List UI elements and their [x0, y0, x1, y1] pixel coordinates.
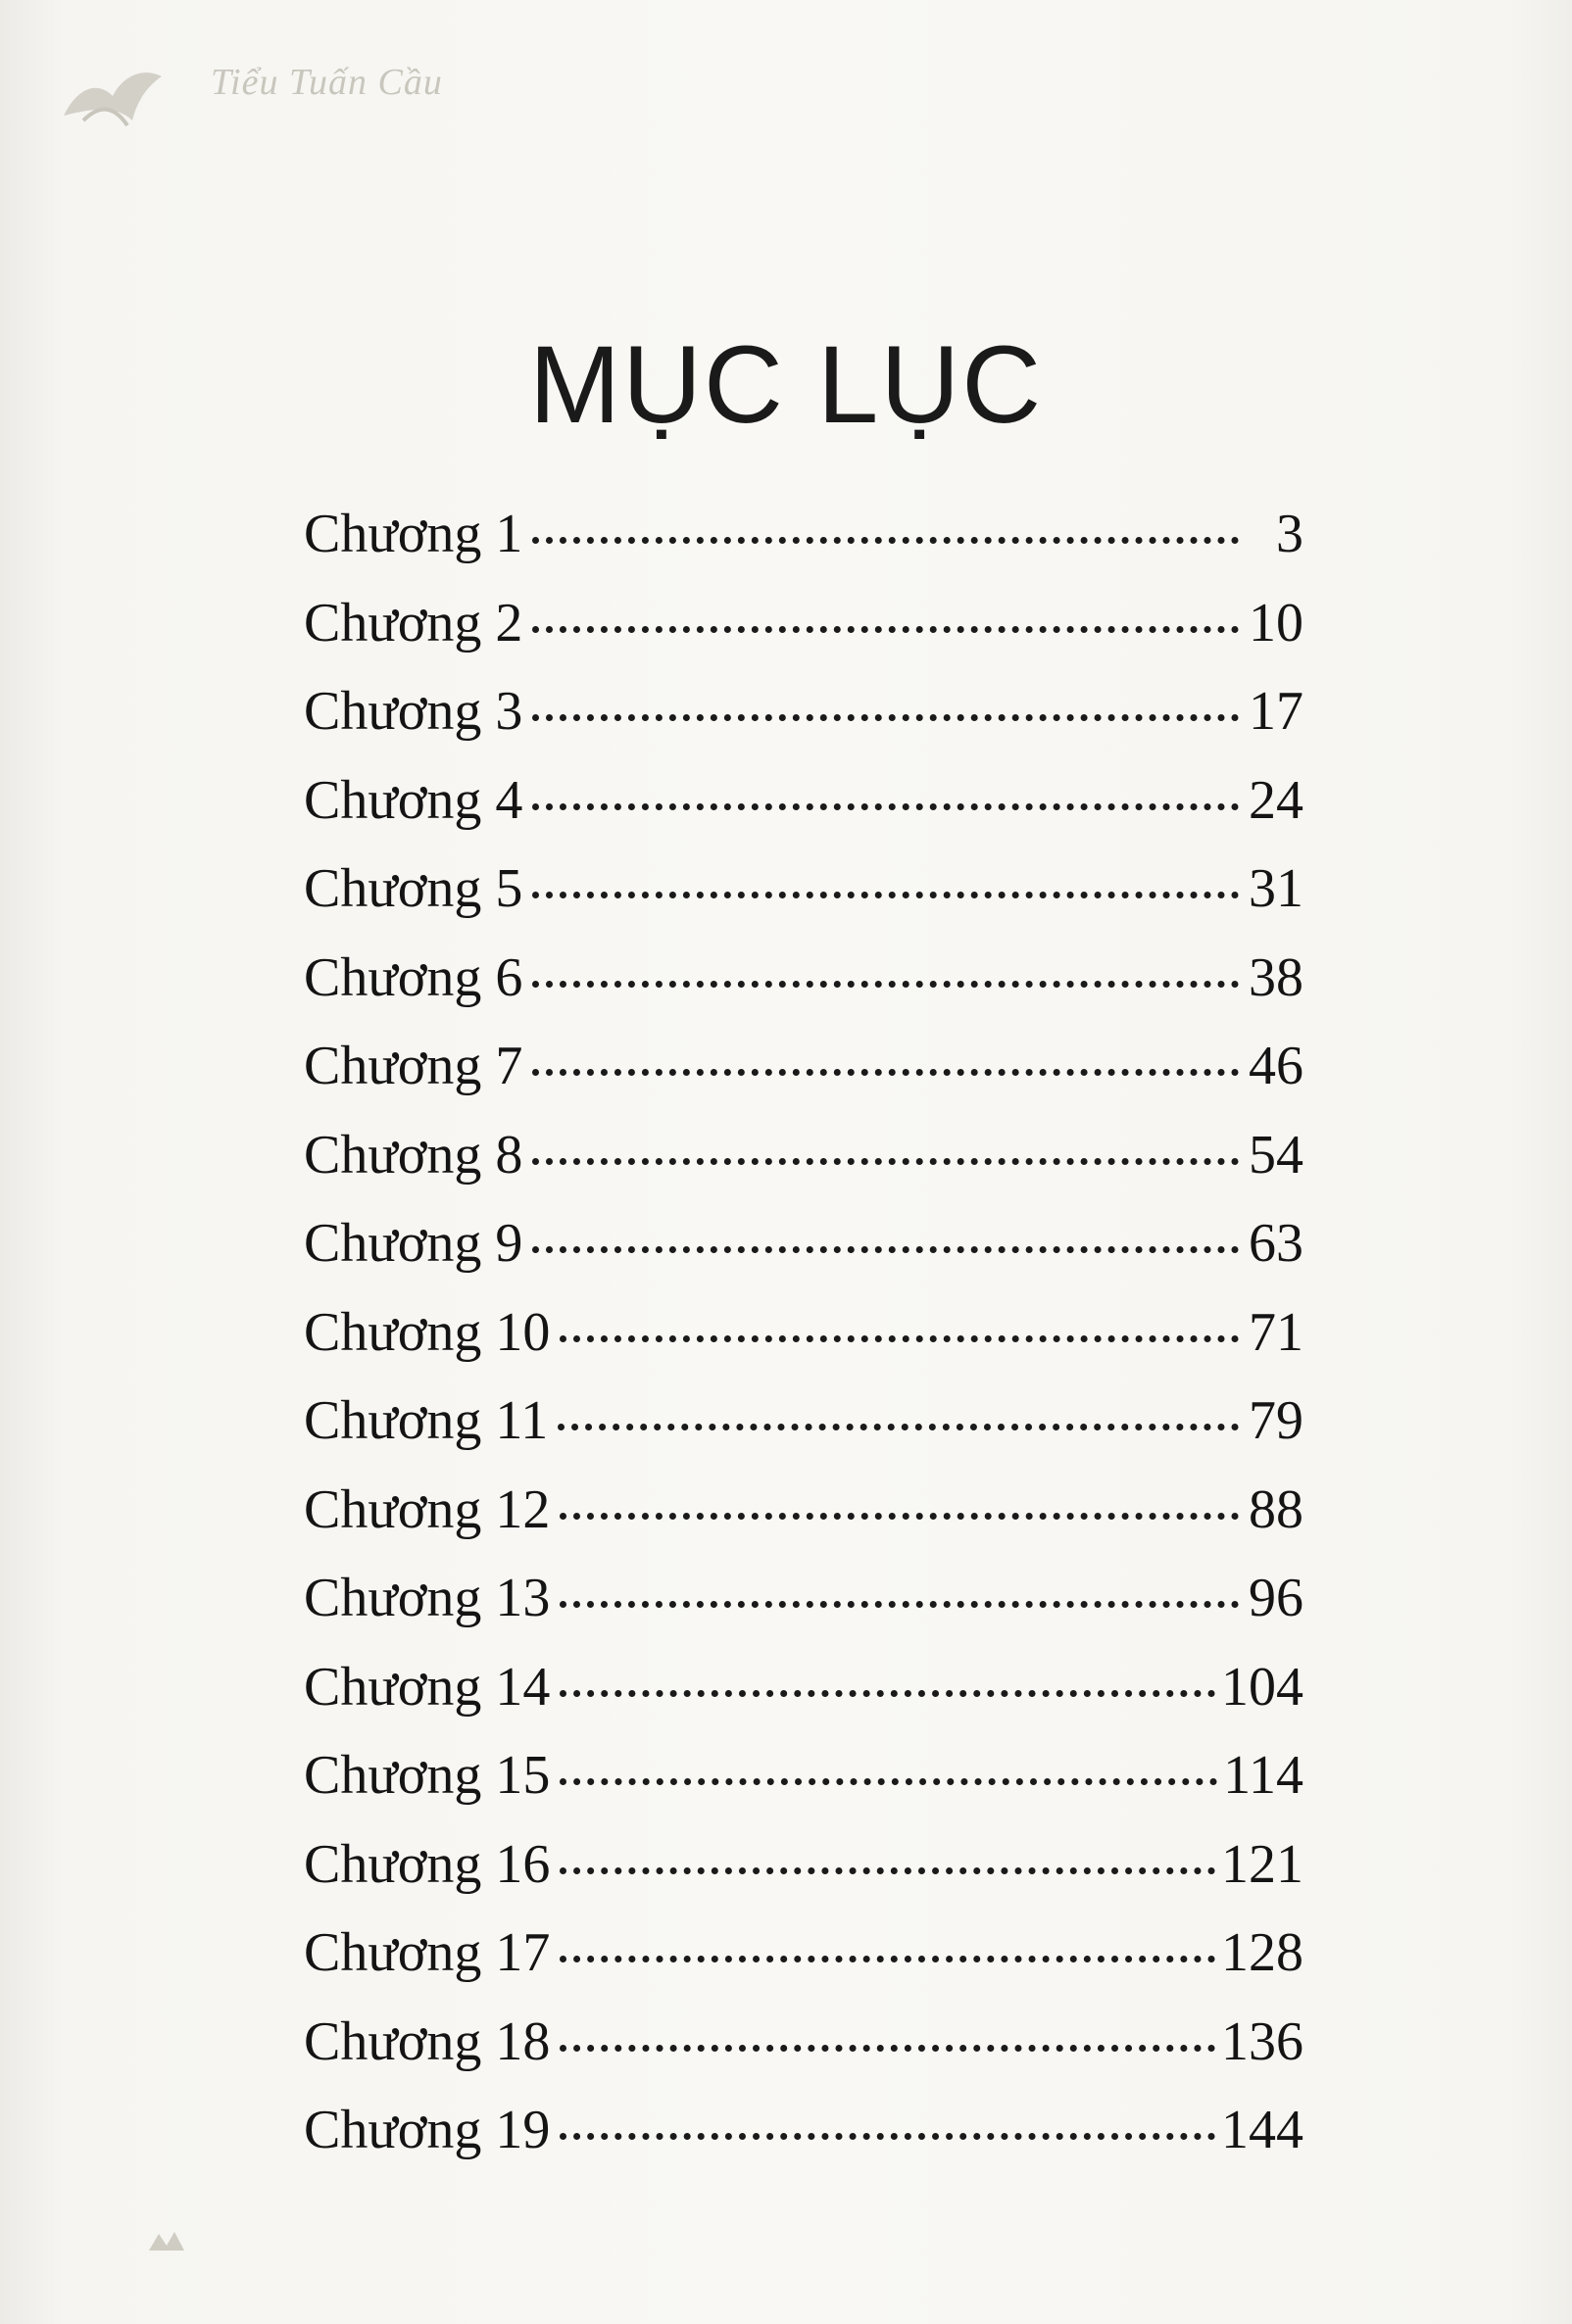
toc-entry[interactable] [304, 667, 1303, 756]
toc-entry-label: Chương 9 [304, 1213, 523, 1274]
toc-entry[interactable] [304, 1820, 1303, 1910]
dot-leader [560, 2133, 1215, 2140]
page-title: MỤC LỤC [528, 323, 1044, 447]
toc-entry-label: Chương 19 [304, 2100, 551, 2160]
toc-entry-label: Chương 5 [304, 858, 523, 919]
dot-leader [560, 1690, 1215, 1697]
toc-entry-label: Chương 15 [304, 1745, 551, 1806]
toc-entry-label: Chương 12 [304, 1478, 551, 1540]
page-number-mark [147, 2219, 186, 2265]
dot-leader [560, 1956, 1215, 1962]
toc-entry-label: Chương 11 [304, 1390, 549, 1451]
toc-entry[interactable] [304, 1731, 1303, 1820]
toc-entry-page-number: 38 [1249, 946, 1303, 1008]
toc-entry-label: Chương 8 [304, 1124, 523, 1186]
dot-leader [532, 537, 1239, 544]
toc-entry[interactable] [304, 934, 1303, 1023]
toc-entry-label: Chương 4 [304, 769, 523, 831]
toc-entry-page-number: 10 [1249, 592, 1303, 654]
dot-leader [532, 1158, 1239, 1165]
toc-entry-label: Chương 16 [304, 1833, 551, 1895]
toc-entry[interactable] [304, 1909, 1303, 1998]
dot-leader [560, 1513, 1239, 1520]
toc-entry-label: Chương 6 [304, 946, 523, 1008]
toc-entry-label: Chương 1 [304, 504, 523, 564]
toc-entry[interactable] [304, 1199, 1303, 1288]
toc-entry-label: Chương 17 [304, 1922, 551, 1983]
toc-entry-page-number: 96 [1249, 1568, 1303, 1628]
toc-entry-page-number: 144 [1221, 2100, 1303, 2160]
dot-leader [560, 2045, 1215, 2052]
toc-entry[interactable] [304, 1643, 1303, 1732]
toc-entry-label: Chương 2 [304, 592, 523, 654]
ornament-icon [54, 47, 172, 135]
dot-leader [558, 1424, 1239, 1430]
toc-entry[interactable] [304, 756, 1303, 846]
toc-entry-page-number: 63 [1249, 1213, 1303, 1274]
dot-leader [560, 1335, 1239, 1342]
toc-entry-page-number: 46 [1249, 1036, 1303, 1096]
dot-leader [532, 1246, 1239, 1253]
running-header: Tiểu Tuấn Cầu [211, 62, 443, 103]
dot-leader [532, 714, 1239, 721]
toc-entry[interactable] [304, 490, 1303, 579]
toc-entry[interactable] [304, 1111, 1303, 1200]
toc-entry[interactable] [304, 1288, 1303, 1378]
toc-entry-page-number: 54 [1249, 1124, 1303, 1186]
dot-leader [560, 1778, 1217, 1785]
toc-entry-label: Chương 18 [304, 2010, 551, 2072]
dot-leader [532, 892, 1239, 898]
toc-entry-page-number: 79 [1249, 1390, 1303, 1451]
toc-entry[interactable] [304, 579, 1303, 668]
toc-entry[interactable] [304, 2086, 1303, 2175]
toc-entry-page-number: 104 [1221, 1656, 1303, 1718]
toc-entry[interactable] [304, 845, 1303, 934]
dot-leader [560, 1601, 1239, 1608]
toc-entry[interactable] [304, 1466, 1303, 1555]
toc-entry-page-number: 31 [1249, 858, 1303, 919]
dot-leader [560, 1867, 1215, 1874]
toc-entry-label: Chương 3 [304, 681, 523, 742]
toc-entry-page-number: 128 [1221, 1922, 1303, 1983]
toc-entry-label: Chương 13 [304, 1568, 551, 1628]
dot-leader [532, 981, 1239, 988]
toc-entry-page-number: 71 [1249, 1301, 1303, 1363]
table-of-contents [304, 490, 1303, 2175]
toc-entry-page-number: 121 [1221, 1833, 1303, 1895]
page-corner-icon [147, 2226, 186, 2255]
toc-entry-page-number: 3 [1276, 504, 1303, 564]
toc-entry-page-number: 17 [1249, 681, 1303, 742]
toc-entry-label: Chương 10 [304, 1301, 551, 1363]
toc-entry-label: Chương 14 [304, 1656, 551, 1718]
toc-entry-page-number: 136 [1221, 2010, 1303, 2072]
toc-entry-page-number: 114 [1223, 1745, 1303, 1806]
toc-entry-label: Chương 7 [304, 1036, 523, 1096]
dot-leader [532, 1069, 1239, 1076]
dot-leader [532, 626, 1239, 633]
toc-entry-page-number: 88 [1249, 1478, 1303, 1540]
toc-entry[interactable] [304, 1377, 1303, 1466]
dot-leader [532, 803, 1239, 810]
toc-entry[interactable] [304, 1998, 1303, 2087]
toc-entry[interactable] [304, 1554, 1303, 1643]
toc-entry[interactable] [304, 1022, 1303, 1111]
toc-entry-page-number: 24 [1249, 769, 1303, 831]
